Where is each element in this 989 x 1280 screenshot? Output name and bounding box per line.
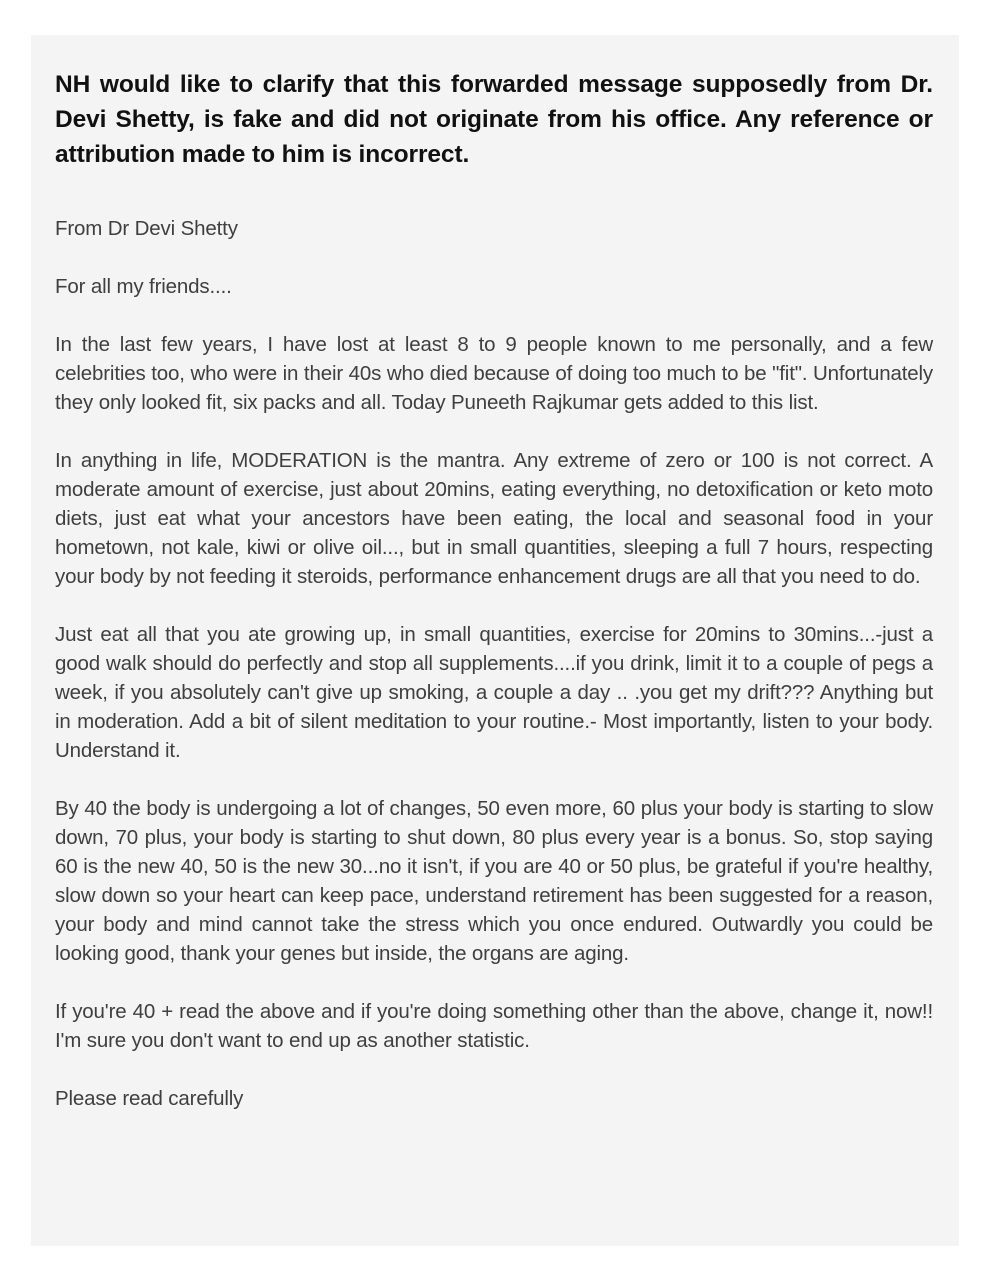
- paragraph-call-to-action: If you're 40 + read the above and if you're doing something other than the above, change it, now!! I'm sure you don't want to end up as another statistic.: [55, 1000, 933, 1052]
- paragraph-aging: By 40 the body is undergoing a lot of changes, 50 even more, 60 plus your body is starting to slow down, 70 plus, your body is starting to shut down, 80 plus every year is a bonus. So, stop saying 60 is the new 40, 50 is the new 30...no it isn't, if you are 40 or 50 plus, be grateful if you're healthy, slow down so your heart can keep pace, understand retirement has been suggested for a reason, your body and mind cannot take the stress which you once endured. Outwardly you could be looking good, thank your genes but inside, the organs are aging.: [55, 797, 933, 965]
- paragraph-moderation: In anything in life, MODERATION is the mantra. Any extreme of zero or 100 is not correct. A moderate amount of exercise, just about 20mins, eating everything, no detoxification or keto moto diets, just eat what your ancestors have been eating, the local and seasonal food in your hometown, not kale, kiwi or olive oil..., but in small quantities, sleeping a full 7 hours, respecting your body by not feeding it steroids, performance enhancement drugs are all that you need to do.: [55, 449, 933, 588]
- from-line: From Dr Devi Shetty: [55, 217, 238, 240]
- closing-line: Please read carefully: [55, 1087, 244, 1110]
- paragraph-fitness-deaths: In the last few years, I have lost at least 8 to 9 people known to me personally, and a few celebrities too, who were in their 40s who died because of doing too much to be "fit". Unfortunately they only looked fit, six packs and all. Today Puneeth Rajkumar gets added to this list.: [55, 333, 933, 414]
- message-card: [31, 35, 959, 1246]
- greeting: For all my friends....: [55, 275, 232, 298]
- paragraph-eating-exercise: Just eat all that you ate growing up, in small quantities, exercise for 20mins to 30mins...-just a good walk should do perfectly and stop all supplements....if you drink, limit it to a couple of pegs a week, if you absolutely can't give up smoking, a couple a day .. .you get my drift??? Anything but in moderation. Add a bit of silent meditation to your routine.- Most importantly, listen to your body. Understand it.: [55, 623, 933, 762]
- fake-message-notice: NH would like to clarify that this forwarded message supposedly from Dr. Devi Shetty, is fake and did not originate from his office. Any reference or attribution made to him is incorrect.: [55, 71, 933, 168]
